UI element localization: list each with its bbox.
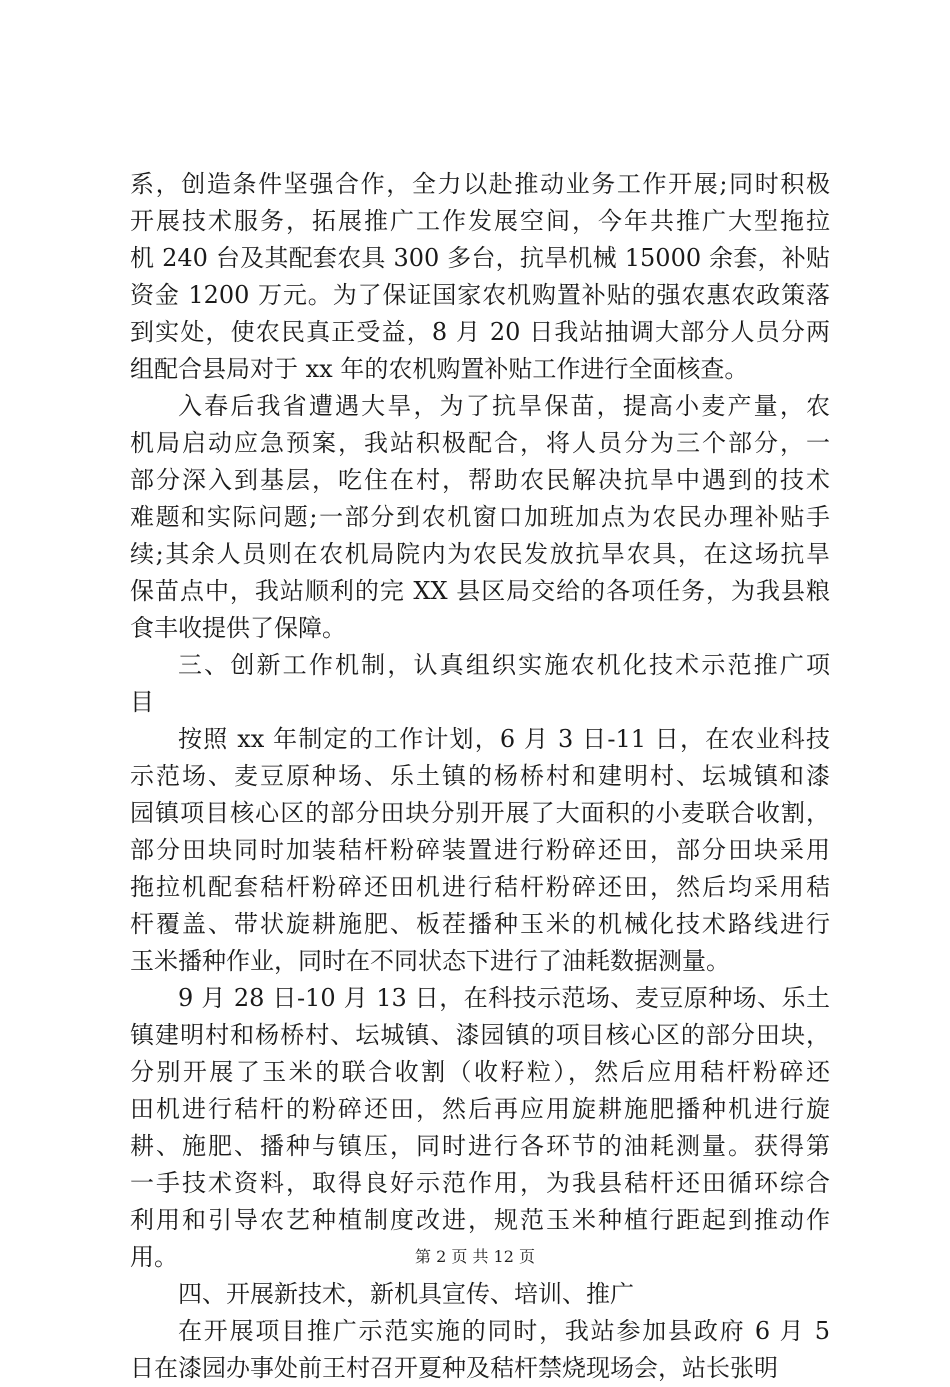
text-line: 分别开展了玉米的联合收割（收籽粒），然后应用秸杆粉碎还 xyxy=(130,1058,830,1086)
text-line: 续;其余人员则在农机局院内为农民发放抗旱农具，在这场抗旱 xyxy=(130,540,830,568)
text-line: 四、开展新技术，新机具宣传、培训、推广 xyxy=(178,1280,634,1308)
text-line: 保苗点中，我站顺利的完 XX 县区局交给的各项任务，为我县粮 xyxy=(130,577,830,605)
text-line: 三、创新工作机制，认真组织实施农机化技术示范推广项 xyxy=(178,651,830,679)
text-line: 镇建明村和杨桥村、坛城镇、漆园镇的项目核心区的部分田块， xyxy=(130,1021,830,1049)
text-line: 田机进行秸杆的粉碎还田，然后再应用旋耕施肥播种机进行旋 xyxy=(130,1095,830,1123)
paragraph xyxy=(130,1313,830,1387)
page-footer: 第 2 页 共 12 页 xyxy=(415,1247,535,1266)
text-line: 机局启动应急预案，我站积极配合，将人员分为三个部分，一 xyxy=(130,429,830,457)
text-line: 食丰收提供了保障。 xyxy=(130,614,346,642)
text-line: 拖拉机配套秸杆粉碎还田机进行秸杆粉碎还田，然后均采用秸 xyxy=(130,873,830,901)
text-line: 园镇项目核心区的部分田块分别开展了大面积的小麦联合收割， xyxy=(130,799,830,827)
paragraph xyxy=(130,980,830,1276)
text-line: 在开展项目推广示范实施的同时，我站参加县政府 6 月 5 xyxy=(178,1317,830,1345)
text-line: 按照 xx 年制定的工作计划，6 月 3 日-11 日，在农业科技 xyxy=(178,725,830,753)
text-line: 杆覆盖、带状旋耕施肥、板茬播种玉米的机械化技术路线进行 xyxy=(130,910,830,938)
text-line: 组配合县局对于 xx 年的农机购置补贴工作进行全面核查。 xyxy=(130,355,749,383)
text-line: 部分田块同时加装秸杆粉碎装置进行粉碎还田，部分田块采用 xyxy=(130,836,830,864)
paragraph xyxy=(130,388,830,647)
text-line: 难题和实际问题;一部分到农机窗口加班加点为农民办理补贴手 xyxy=(130,503,830,531)
text-line: 日在漆园办事处前王村召开夏种及秸杆禁烧现场会，站长张明 xyxy=(130,1354,778,1382)
text-line: 示范场、麦豆原种场、乐土镇的杨桥村和建明村、坛城镇和漆 xyxy=(130,762,830,790)
text-line: 目 xyxy=(130,688,154,716)
text-line: 玉米播种作业，同时在不同状态下进行了油耗数据测量。 xyxy=(130,947,730,975)
text-line: 入春后我省遭遇大旱，为了抗旱保苗，提高小麦产量，农 xyxy=(178,392,830,420)
paragraph xyxy=(130,1276,830,1313)
text-line: 利用和引导农艺种植制度改进，规范玉米种植行距起到推动作 xyxy=(130,1206,830,1234)
paragraph xyxy=(130,721,830,980)
text-line: 一手技术资料，取得良好示范作用，为我县秸杆还田循环综合 xyxy=(130,1169,830,1197)
text-line: 机 240 台及其配套农具 300 多台，抗旱机械 15000 余套，补贴 xyxy=(130,244,830,272)
paragraph xyxy=(130,166,830,388)
text-line: 资金 1200 万元。为了保证国家农机购置补贴的强农惠农政策落 xyxy=(130,281,830,309)
text-line: 开展技术服务，拓展推广工作发展空间，今年共推广大型拖拉 xyxy=(130,207,830,235)
text-line: 耕、施肥、播种与镇压，同时进行各环节的油耗测量。获得第 xyxy=(130,1132,830,1160)
text-line: 到实处，使农民真正受益，8 月 20 日我站抽调大部分人员分两 xyxy=(130,318,830,346)
text-line: 用。 xyxy=(130,1243,178,1271)
paragraph xyxy=(130,647,830,721)
text-line: 部分深入到基层，吃住在村，帮助农民解决抗旱中遇到的技术 xyxy=(130,466,830,494)
text-line: 9 月 28 日-10 月 13 日，在科技示范场、麦豆原种场、乐土 xyxy=(178,984,830,1012)
document-body xyxy=(130,166,830,1387)
text-line: 系，创造条件坚强合作，全力以赴推动业务工作开展;同时积极 xyxy=(130,170,830,198)
